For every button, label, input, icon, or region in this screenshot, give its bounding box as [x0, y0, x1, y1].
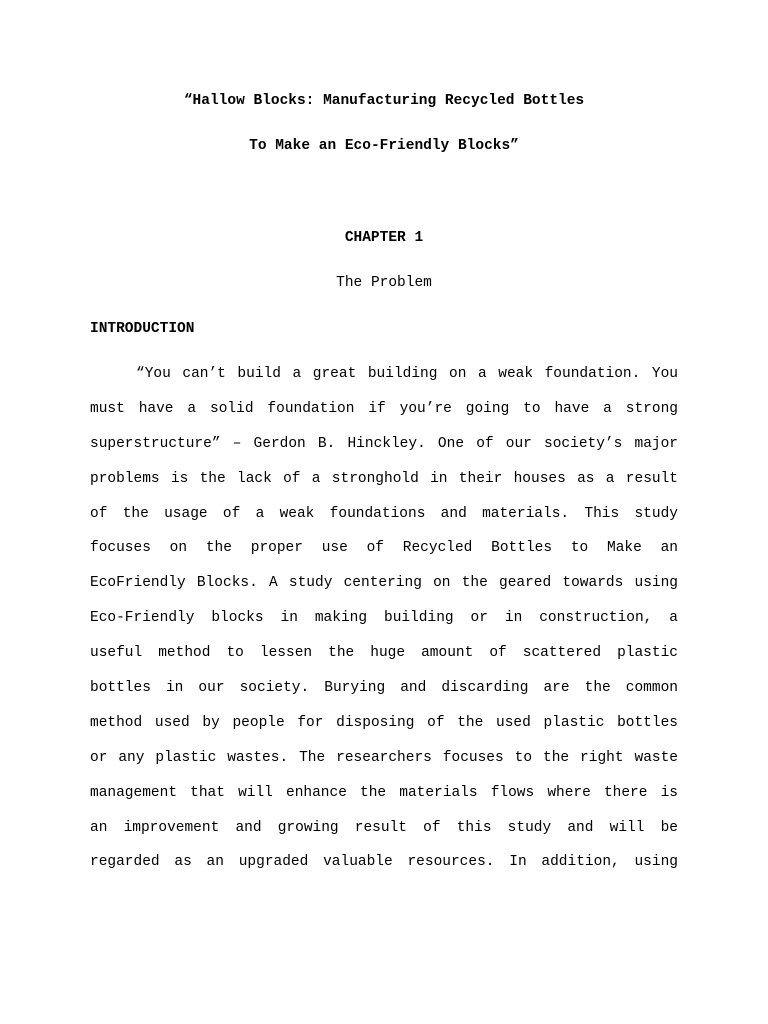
- paragraph-line: method used by people for disposing of the used plastic bottles: [90, 714, 678, 731]
- paragraph-line: or any plastic wastes. The researchers focuses to the right waste: [90, 749, 678, 766]
- paragraph-line: management that will enhance the materials flows where there is: [90, 784, 678, 801]
- paragraph-line: of the usage of a weak foundations and materials. This study: [90, 505, 678, 522]
- paragraph-line: focuses on the proper use of Recycled Bottles to Make an: [90, 540, 678, 557]
- chapter-subtitle: The Problem: [336, 275, 432, 291]
- section-heading: INTRODUCTION: [90, 321, 195, 337]
- paragraph-line: regarded as an upgraded valuable resources. In addition, using: [90, 854, 678, 871]
- document-title-line-1: “Hallow Blocks: Manufacturing Recycled Bottles: [183, 93, 585, 109]
- paragraph-line: must have a solid foundation if you’re going to have a strong: [90, 400, 678, 417]
- introduction-paragraph: [90, 365, 678, 888]
- chapter-heading: CHAPTER 1: [344, 230, 424, 246]
- paragraph-line: Eco-Friendly blocks in making building or in construction, a: [90, 610, 678, 627]
- paragraph-line: EcoFriendly Blocks. A study centering on the geared towards using: [90, 575, 678, 592]
- document-title-line-2: To Make an Eco-Friendly Blocks”: [249, 138, 519, 154]
- paragraph-line: “You can’t build a great building on a weak foundation. You: [136, 366, 678, 382]
- paragraph-line: bottles in our society. Burying and discarding are the common: [90, 680, 678, 697]
- paragraph-line: an improvement and growing result of this study and will be: [90, 819, 678, 836]
- paragraph-line: problems is the lack of a stronghold in their houses as a result: [90, 470, 678, 487]
- paragraph-line: useful method to lessen the huge amount of scattered plastic: [90, 645, 678, 662]
- paragraph-line: superstructure” – Gerdon B. Hinckley. One of our society’s major: [90, 435, 678, 452]
